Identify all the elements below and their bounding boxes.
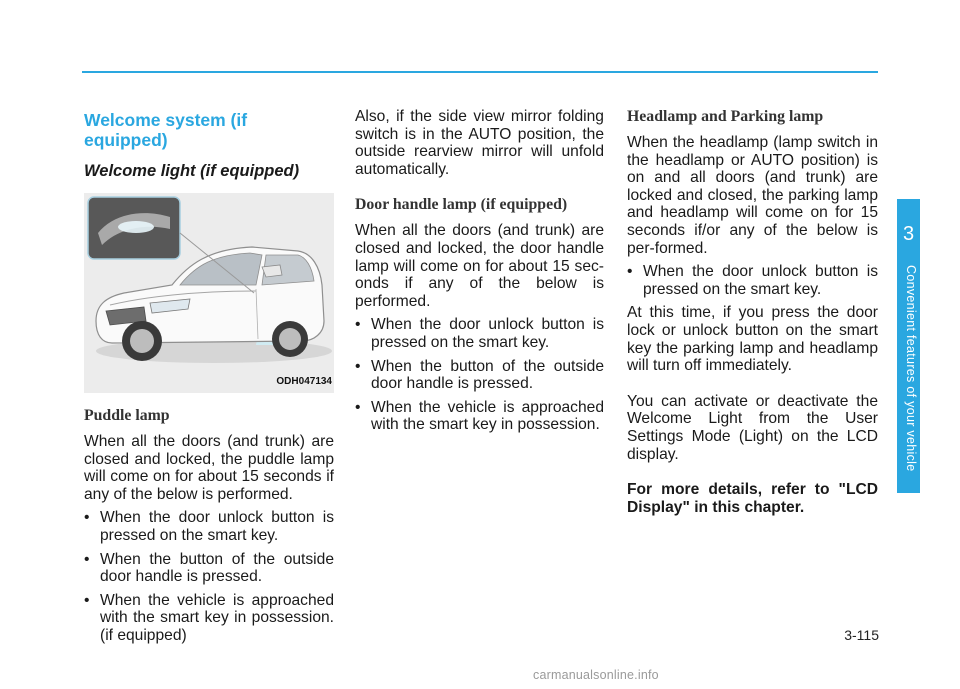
welcome-light-figure <box>84 193 334 393</box>
chapter-title: Convenient features of your vehicle <box>904 265 918 472</box>
column-middle <box>355 108 604 440</box>
column-right <box>627 108 878 522</box>
puddle-lamp-list <box>84 509 334 644</box>
headlamp-after: At this time, if you press the door lock or unlock button on the smart key the parking lamp and headlamp will turn off immediately. <box>627 304 878 375</box>
car-illustration <box>84 193 334 393</box>
headlamp-intro: When the headlamp (lamp switch in the headlamp or AUTO position) is on and all doors (and trunk) are locked and closed, the parking lamp and headlamp will come on for 15 seconds if/or any of the below is per-formed. <box>627 134 878 257</box>
page-number: 3-115 <box>844 627 879 643</box>
header-rule <box>82 71 878 73</box>
column-left <box>84 108 334 651</box>
door-handle-lamp-heading: Door handle lamp (if equipped) <box>355 196 568 214</box>
watermark: carmanualsonline.info <box>533 668 659 682</box>
headlamp-list <box>627 263 878 298</box>
settings-note: You can activate or deactivate the Welcome Light from the User Settings Mode (Light) on the LCD display. <box>627 392 878 463</box>
door-handle-lamp-list <box>355 316 604 434</box>
list-item: • When the vehicle is approached with the smart key in possession. (if equipped) <box>84 592 334 645</box>
figure-code: ODH047134 <box>276 376 332 388</box>
mirror-note: Also, if the side view mirror folding switch is in the AUTO position, the outside rearview mirror will unfold automatically. <box>355 108 604 178</box>
headlamp-heading: Headlamp and Parking lamp <box>627 108 824 125</box>
more-details-note: For more details, refer to "LCD Display" in this chapter. <box>627 481 878 516</box>
subsection-title: Welcome light (if equipped) <box>84 162 300 180</box>
list-item: • When the vehicle is approached with the smart key in possession. <box>355 399 604 434</box>
list-item: • When the door unlock button is pressed on the smart key. <box>355 316 604 351</box>
puddle-lamp-heading: Puddle lamp <box>84 407 170 424</box>
door-handle-lamp-intro: When all the doors (and trunk) are closed and locked, the door handle lamp will come on for about 15 sec-onds if any of the below is performed. <box>355 222 604 310</box>
chapter-number: 3 <box>902 223 915 245</box>
chapter-tab <box>897 199 920 493</box>
list-item: • When the door unlock button is pressed on the smart key. <box>84 509 334 544</box>
puddle-lamp-intro: When all the doors (and trunk) are closed and locked, the puddle lamp will come on for about 15 seconds if any of the below is performed. <box>84 433 334 503</box>
list-item: • When the button of the outside door handle is pressed. <box>84 551 334 586</box>
list-item: • When the button of the outside door handle is pressed. <box>355 358 604 393</box>
list-item: • When the door unlock button is pressed on the smart key. <box>627 263 878 298</box>
section-title: Welcome system (if equipped) <box>84 110 248 150</box>
